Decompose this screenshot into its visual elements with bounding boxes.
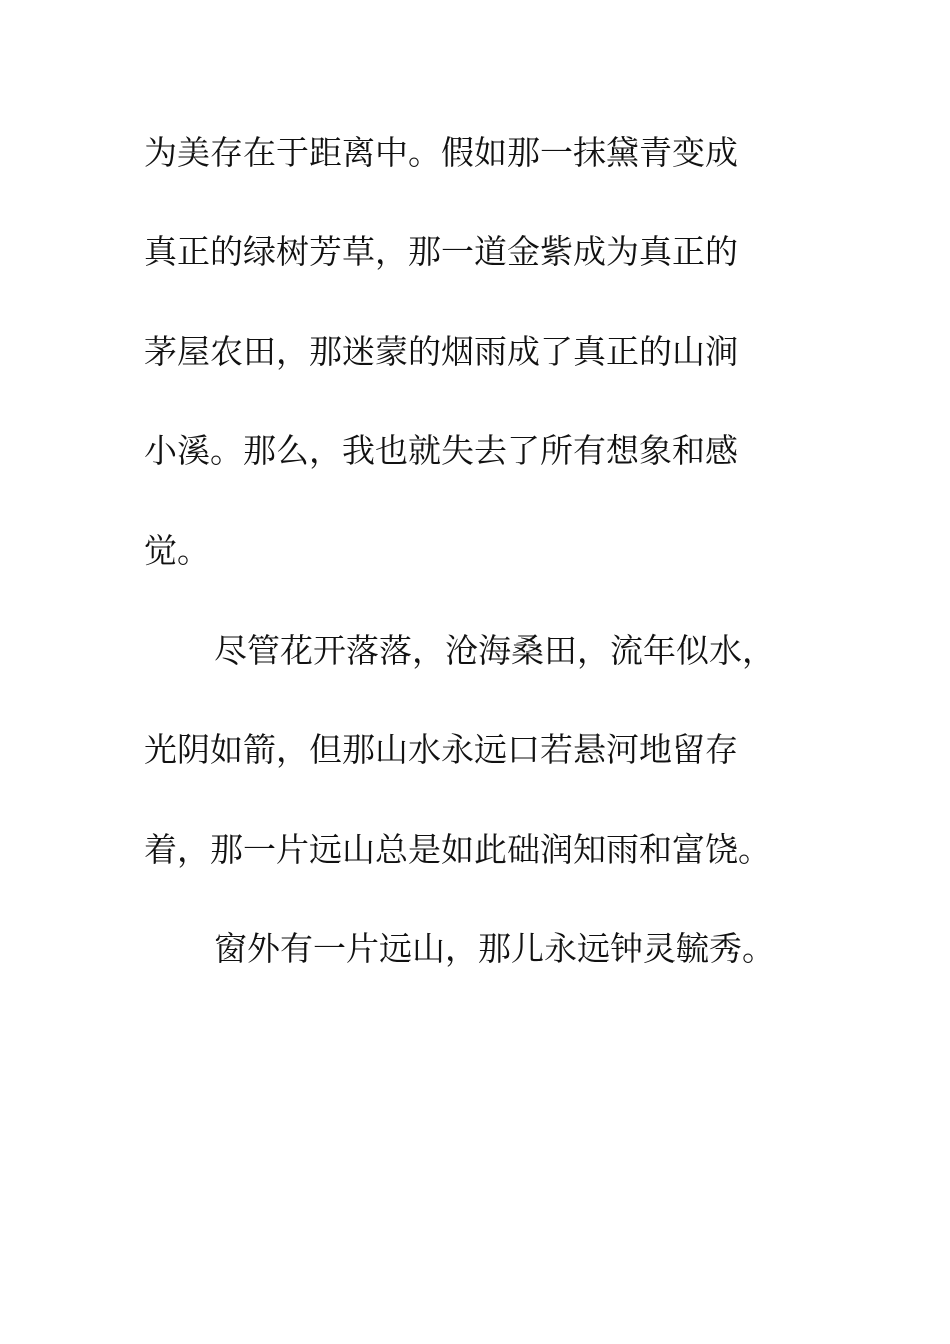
paragraph-line: 着，那一片远山总是如此础润知雨和富饶。 [144, 830, 771, 869]
paragraph-line: 茅屋农田，那迷蒙的烟雨成了真正的山涧 [144, 332, 738, 371]
paragraph-line: 小溪。那么，我也就失去了所有想象和感 [144, 431, 738, 470]
paragraph-line: 觉。 [144, 531, 210, 570]
paragraph-line: 尽管花开落落，沧海桑田，流年似水， [214, 631, 775, 670]
paragraph-line: 光阴如箭，但那山水永远口若悬河地留存 [144, 730, 738, 769]
paragraph-line: 为美存在于距离中。假如那一抹黛青变成 [144, 133, 738, 172]
paragraph-line: 真正的绿树芳草，那一道金紫成为真正的 [144, 232, 738, 271]
paragraph-line: 窗外有一片远山，那儿永远钟灵毓秀。 [214, 929, 775, 968]
